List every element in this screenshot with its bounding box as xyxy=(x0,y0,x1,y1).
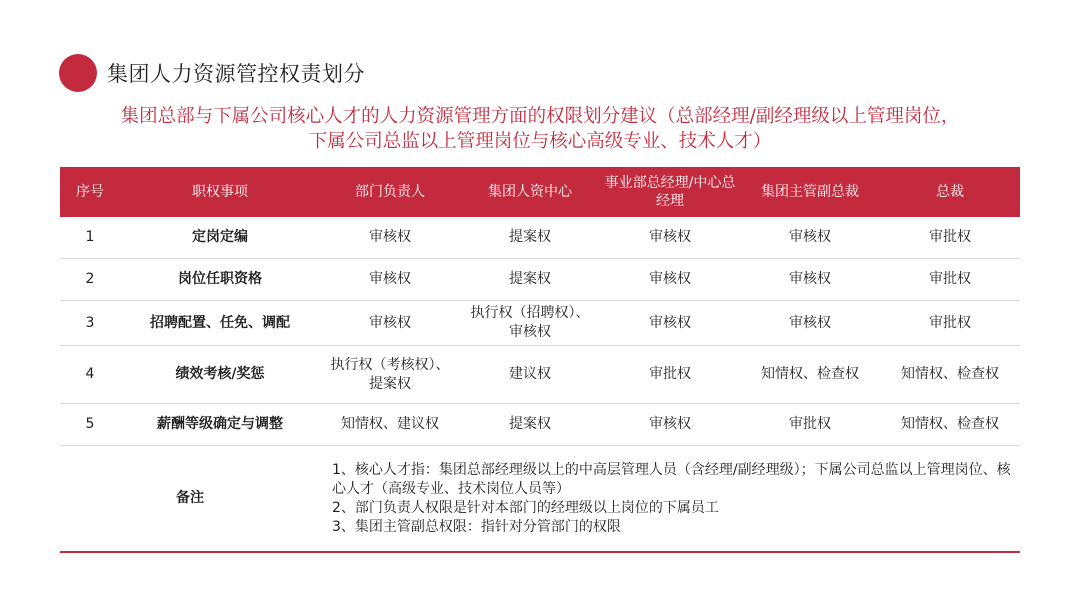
table-cell: 招聘配置、任免、调配 xyxy=(120,301,320,346)
authority-table xyxy=(60,167,1020,553)
table-cell: 执行权（招聘权）、审核权 xyxy=(460,301,600,346)
table-cell: 审批权 xyxy=(880,259,1020,301)
table-row xyxy=(60,259,1020,301)
header-cell-hr-center: 集团人资中心 xyxy=(460,167,600,217)
header-cell-item: 职权事项 xyxy=(120,167,320,217)
table-cell: 1 xyxy=(60,217,120,259)
table-cell: 审批权 xyxy=(880,301,1020,346)
table-cell: 审批权 xyxy=(600,346,740,404)
table-cell: 提案权 xyxy=(460,259,600,301)
table-cell: 知情权、检查权 xyxy=(880,404,1020,446)
table-cell: 审核权 xyxy=(600,259,740,301)
table-cell: 审核权 xyxy=(600,404,740,446)
table-row xyxy=(60,404,1020,446)
table-cell: 提案权 xyxy=(460,404,600,446)
notes-label: 备注 xyxy=(60,446,320,553)
table-cell: 定岗定编 xyxy=(120,217,320,259)
table-cell: 审批权 xyxy=(740,404,880,446)
subtitle-line-1: 集团总部与下属公司核心人才的人力资源管理方面的权限划分建议（总部经理/副经理级以上管理岗位， xyxy=(120,106,960,127)
table-cell: 2 xyxy=(60,259,120,301)
table-cell: 审核权 xyxy=(320,301,460,346)
table-cell: 审核权 xyxy=(740,301,880,346)
table-cell: 5 xyxy=(60,404,120,446)
header-cell-index: 序号 xyxy=(60,167,120,217)
table-cell: 薪酬等级确定与调整 xyxy=(120,404,320,446)
page-title: 集团人力资源管控权责划分 xyxy=(107,62,365,86)
table-cell: 3 xyxy=(60,301,120,346)
notes-content xyxy=(320,446,1020,553)
subtitle xyxy=(60,104,1020,154)
table-cell: 审核权 xyxy=(740,217,880,259)
table-cell: 知情权、检查权 xyxy=(740,346,880,404)
header-cell-dept-head: 部门负责人 xyxy=(320,167,460,217)
table-cell: 审核权 xyxy=(320,259,460,301)
table-cell: 审核权 xyxy=(600,301,740,346)
table-cell: 知情权、建议权 xyxy=(320,404,460,446)
note-item: 2、部门负责人权限是针对本部门的经理级以上岗位的下属员工 xyxy=(332,499,719,516)
table-cell: 绩效考核/奖惩 xyxy=(120,346,320,404)
table-cell: 审核权 xyxy=(600,217,740,259)
table-header-row xyxy=(60,167,1020,217)
note-item: 3、集团主管副总权限：指针对分管部门的权限 xyxy=(332,518,621,535)
title-bar xyxy=(59,54,365,92)
header-cell-division-gm: 事业部总经理/中心总经理 xyxy=(600,167,740,217)
table-cell: 执行权（考核权）、提案权 xyxy=(320,346,460,404)
table-row xyxy=(60,301,1020,346)
note-item: 1、核心人才指：集团总部经理级以上的中高层管理人员（含经理/副经理级）；下属公司总监以上管理岗位、核心人才（高级专业、技术岗位人员等） xyxy=(332,461,1011,497)
table-cell: 4 xyxy=(60,346,120,404)
table-cell: 建议权 xyxy=(460,346,600,404)
header-cell-vp: 集团主管副总裁 xyxy=(740,167,880,217)
table-cell: 审核权 xyxy=(740,259,880,301)
notes-row xyxy=(60,446,1020,553)
table-row xyxy=(60,217,1020,259)
header-cell-president: 总裁 xyxy=(880,167,1020,217)
table-cell: 审批权 xyxy=(880,217,1020,259)
table-row xyxy=(60,346,1020,404)
table-cell: 提案权 xyxy=(460,217,600,259)
table-cell: 岗位任职资格 xyxy=(120,259,320,301)
subtitle-line-2: 下属公司总监以上管理岗位与核心高级专业、技术人才） xyxy=(308,131,772,152)
table-cell: 知情权、检查权 xyxy=(880,346,1020,404)
table-cell: 审核权 xyxy=(320,217,460,259)
title-bullet-circle xyxy=(59,54,97,92)
